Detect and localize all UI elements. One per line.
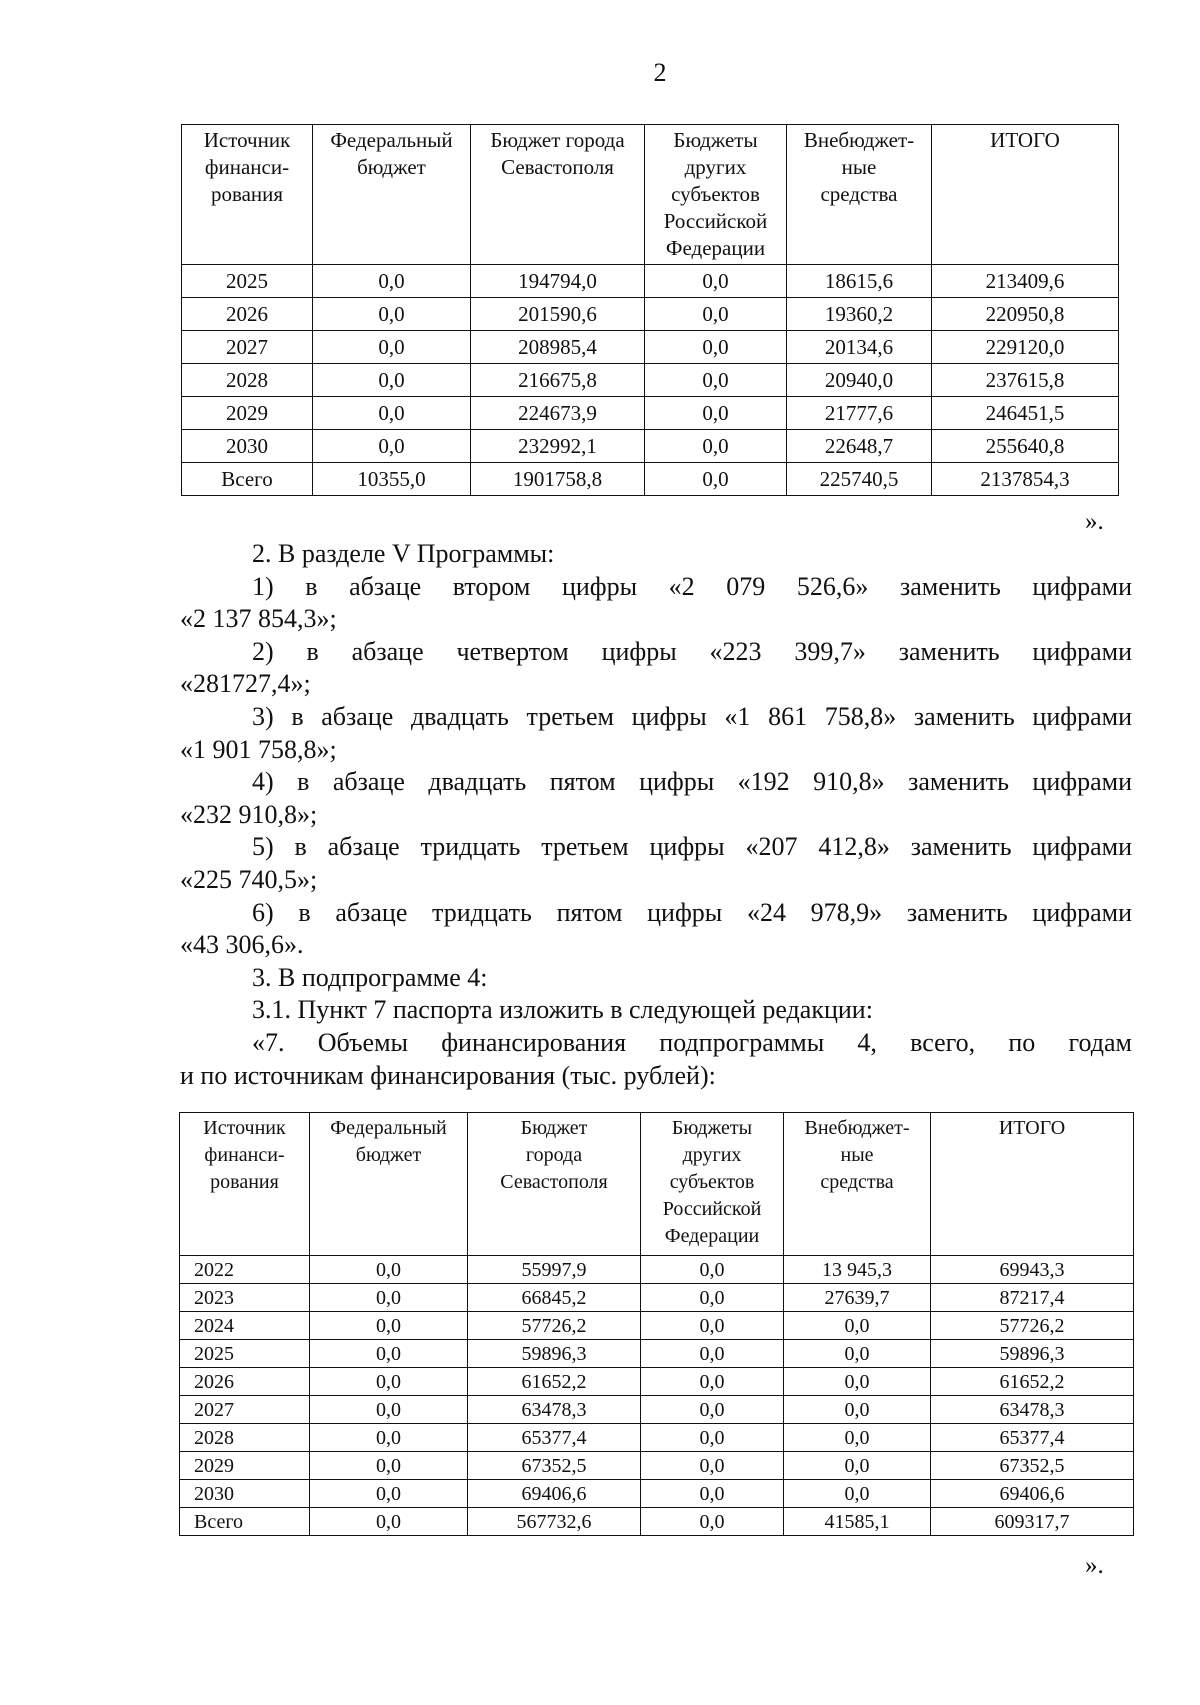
financing-table-program: [181, 124, 1119, 496]
table-cell: 19360,2: [787, 298, 932, 331]
subprogram-heading: 3. В подпрограмме 4:: [252, 962, 488, 992]
table-cell: 0,0: [645, 364, 787, 397]
table-cell: 18615,6: [787, 265, 932, 298]
table-cell: 10355,0: [313, 463, 471, 496]
table-cell: 567732,6: [468, 1508, 641, 1536]
table-cell: 63478,3: [468, 1396, 641, 1424]
row-label: 2028: [180, 1424, 310, 1452]
table-cell: 0,0: [784, 1340, 931, 1368]
table-cell: 0,0: [310, 1312, 468, 1340]
table-body: [180, 1256, 1134, 1536]
row-label: 2030: [182, 430, 313, 463]
table-header-row: [182, 125, 1119, 265]
table-cell: 57726,2: [468, 1312, 641, 1340]
column-header: ИТОГО: [931, 1113, 1134, 1256]
column-header: Бюджеты других субъектов Российской Федерации: [645, 125, 787, 265]
table-cell: 69943,3: [931, 1256, 1134, 1284]
table-cell: 0,0: [313, 298, 471, 331]
table-row: [182, 463, 1119, 496]
table-cell: 2137854,3: [932, 463, 1119, 496]
table-cell: 232992,1: [471, 430, 645, 463]
table-cell: 201590,6: [471, 298, 645, 331]
amendment-item-continuation: «225 740,5»;: [180, 864, 318, 894]
table-cell: 59896,3: [468, 1340, 641, 1368]
table-cell: 67352,5: [468, 1452, 641, 1480]
table-cell: 246451,5: [932, 397, 1119, 430]
row-label: 2027: [180, 1396, 310, 1424]
table-row: [180, 1368, 1134, 1396]
row-label: 2027: [182, 331, 313, 364]
amendment-item-continuation: «43 306,6».: [180, 930, 304, 960]
table-cell: 57726,2: [931, 1312, 1134, 1340]
table-row: [182, 364, 1119, 397]
table-cell: 0,0: [310, 1424, 468, 1452]
table-cell: 0,0: [313, 397, 471, 430]
table-cell: 0,0: [641, 1368, 784, 1396]
column-header: Бюджеты других субъектов Российской Федерации: [641, 1113, 784, 1256]
table-cell: 0,0: [641, 1424, 784, 1452]
table-cell: 609317,7: [931, 1508, 1134, 1536]
page-number: 2: [653, 58, 667, 87]
table-cell: 0,0: [641, 1340, 784, 1368]
table-cell: 0,0: [310, 1508, 468, 1536]
column-header: Источник финанси- рования: [182, 125, 313, 265]
table-row: [180, 1424, 1134, 1452]
table-row: [180, 1256, 1134, 1284]
amendment-item: 1) в абзаце втором цифры «2 079 526,6» заменить цифрами: [252, 571, 1132, 601]
amendment-item-continuation: «2 137 854,3»;: [180, 604, 337, 634]
table-cell: 0,0: [645, 463, 787, 496]
table-cell: 27639,7: [784, 1284, 931, 1312]
table-cell: 0,0: [645, 430, 787, 463]
table-cell: 0,0: [784, 1424, 931, 1452]
table-cell: 0,0: [784, 1480, 931, 1508]
table-row: [182, 265, 1119, 298]
amendment-item: 3) в абзаце двадцать третьем цифры «1 861 758,8» заменить цифрами: [252, 701, 1132, 731]
table-row: [182, 397, 1119, 430]
table-row: [180, 1340, 1134, 1368]
table-cell: 0,0: [310, 1340, 468, 1368]
column-header: Источник финанси- рования: [180, 1113, 310, 1256]
table-cell: 0,0: [641, 1480, 784, 1508]
closing-quote: ».: [1085, 508, 1104, 535]
column-header: Внебюджет- ные средства: [787, 125, 932, 265]
column-header: Бюджет города Севастополя: [471, 125, 645, 265]
table-cell: 21777,6: [787, 397, 932, 430]
table-row: [180, 1508, 1134, 1536]
row-label: 2023: [180, 1284, 310, 1312]
table-cell: 0,0: [645, 265, 787, 298]
row-label: 2025: [180, 1340, 310, 1368]
row-label: 2029: [180, 1452, 310, 1480]
table-row: [180, 1284, 1134, 1312]
amendment-item: 2) в абзаце четвертом цифры «223 399,7» заменить цифрами: [252, 636, 1132, 666]
table-body: [182, 265, 1119, 496]
column-header: Федеральный бюджет: [313, 125, 471, 265]
table-cell: 66845,2: [468, 1284, 641, 1312]
table-cell: 237615,8: [932, 364, 1119, 397]
table-cell: 20134,6: [787, 331, 932, 364]
table-cell: 220950,8: [932, 298, 1119, 331]
row-label: 2024: [180, 1312, 310, 1340]
table-cell: 208985,4: [471, 331, 645, 364]
table-row: [180, 1396, 1134, 1424]
amendment-item: 4) в абзаце двадцать пятом цифры «192 910,8» заменить цифрами: [252, 767, 1132, 797]
table-cell: 13 945,3: [784, 1256, 931, 1284]
table-cell: 61652,2: [931, 1368, 1134, 1396]
table-cell: 0,0: [641, 1256, 784, 1284]
table-cell: 225740,5: [787, 463, 932, 496]
quote-line: «7. Объемы финансирования подпрограммы 4, всего, по годам: [252, 1027, 1132, 1057]
table-cell: 0,0: [313, 331, 471, 364]
table-cell: 55997,9: [468, 1256, 641, 1284]
table-cell: 59896,3: [931, 1340, 1134, 1368]
table-cell: 41585,1: [784, 1508, 931, 1536]
table-row: [182, 331, 1119, 364]
table-row: [182, 298, 1119, 331]
table-cell: 0,0: [784, 1452, 931, 1480]
table-cell: 0,0: [641, 1284, 784, 1312]
column-header: Федеральный бюджет: [310, 1113, 468, 1256]
row-label: Всего: [180, 1508, 310, 1536]
table-cell: 194794,0: [471, 265, 645, 298]
column-header: ИТОГО: [932, 125, 1119, 265]
table-cell: 0,0: [645, 331, 787, 364]
table-cell: 0,0: [313, 430, 471, 463]
table-cell: 0,0: [641, 1396, 784, 1424]
column-header: Бюджет города Севастополя: [468, 1113, 641, 1256]
table-cell: 65377,4: [468, 1424, 641, 1452]
quote-line: и по источникам финансирования (тыс. рублей):: [180, 1060, 716, 1090]
amendment-item: 6) в абзаце тридцать пятом цифры «24 978,9» заменить цифрами: [252, 897, 1132, 927]
amendment-list: [180, 571, 1132, 962]
table-cell: 0,0: [310, 1396, 468, 1424]
table-row: [180, 1480, 1134, 1508]
row-label: 2030: [180, 1480, 310, 1508]
amendment-item-continuation: «1 901 758,8»;: [180, 734, 337, 764]
table-cell: 1901758,8: [471, 463, 645, 496]
table-cell: 0,0: [784, 1312, 931, 1340]
table-cell: 0,0: [645, 298, 787, 331]
amendment-item: 5) в абзаце тридцать третьем цифры «207 412,8» заменить цифрами: [252, 832, 1132, 862]
table-cell: 224673,9: [471, 397, 645, 430]
table-cell: 0,0: [641, 1452, 784, 1480]
table-cell: 0,0: [645, 397, 787, 430]
row-label: Всего: [182, 463, 313, 496]
table-cell: 0,0: [310, 1480, 468, 1508]
table-cell: 0,0: [310, 1284, 468, 1312]
column-header: Внебюджет- ные средства: [784, 1113, 931, 1256]
table-row: [182, 430, 1119, 463]
table-cell: 63478,3: [931, 1396, 1134, 1424]
amendment-item-continuation: «232 910,8»;: [180, 799, 318, 829]
row-label: 2026: [180, 1368, 310, 1396]
table-cell: 0,0: [313, 265, 471, 298]
closing-quote: ».: [1085, 1552, 1104, 1579]
table-header-row: [180, 1113, 1134, 1256]
table-cell: 0,0: [784, 1396, 931, 1424]
table-cell: 20940,0: [787, 364, 932, 397]
table-cell: 0,0: [784, 1368, 931, 1396]
table-row: [180, 1312, 1134, 1340]
amendments-text: [180, 538, 1132, 1092]
row-label: 2022: [180, 1256, 310, 1284]
table-cell: 0,0: [641, 1508, 784, 1536]
table-cell: 65377,4: [931, 1424, 1134, 1452]
clause-heading: 3.1. Пункт 7 паспорта изложить в следующей редакции:: [252, 995, 873, 1025]
table-cell: 69406,6: [931, 1480, 1134, 1508]
section-heading: 2. В разделе V Программы:: [252, 539, 555, 568]
table-cell: 69406,6: [468, 1480, 641, 1508]
table-cell: 0,0: [641, 1312, 784, 1340]
table-cell: 216675,8: [471, 364, 645, 397]
amendment-item-continuation: «281727,4»;: [180, 669, 311, 699]
table-cell: 255640,8: [932, 430, 1119, 463]
table-cell: 229120,0: [932, 331, 1119, 364]
financing-table-subprogram-4: [179, 1112, 1134, 1536]
table-cell: 67352,5: [931, 1452, 1134, 1480]
row-label: 2028: [182, 364, 313, 397]
table-cell: 0,0: [310, 1368, 468, 1396]
table-row: [180, 1452, 1134, 1480]
table-cell: 61652,2: [468, 1368, 641, 1396]
table-cell: 0,0: [310, 1452, 468, 1480]
table-cell: 87217,4: [931, 1284, 1134, 1312]
table-cell: 213409,6: [932, 265, 1119, 298]
row-label: 2029: [182, 397, 313, 430]
table-cell: 0,0: [313, 364, 471, 397]
table-cell: 22648,7: [787, 430, 932, 463]
row-label: 2025: [182, 265, 313, 298]
table-cell: 0,0: [310, 1256, 468, 1284]
row-label: 2026: [182, 298, 313, 331]
